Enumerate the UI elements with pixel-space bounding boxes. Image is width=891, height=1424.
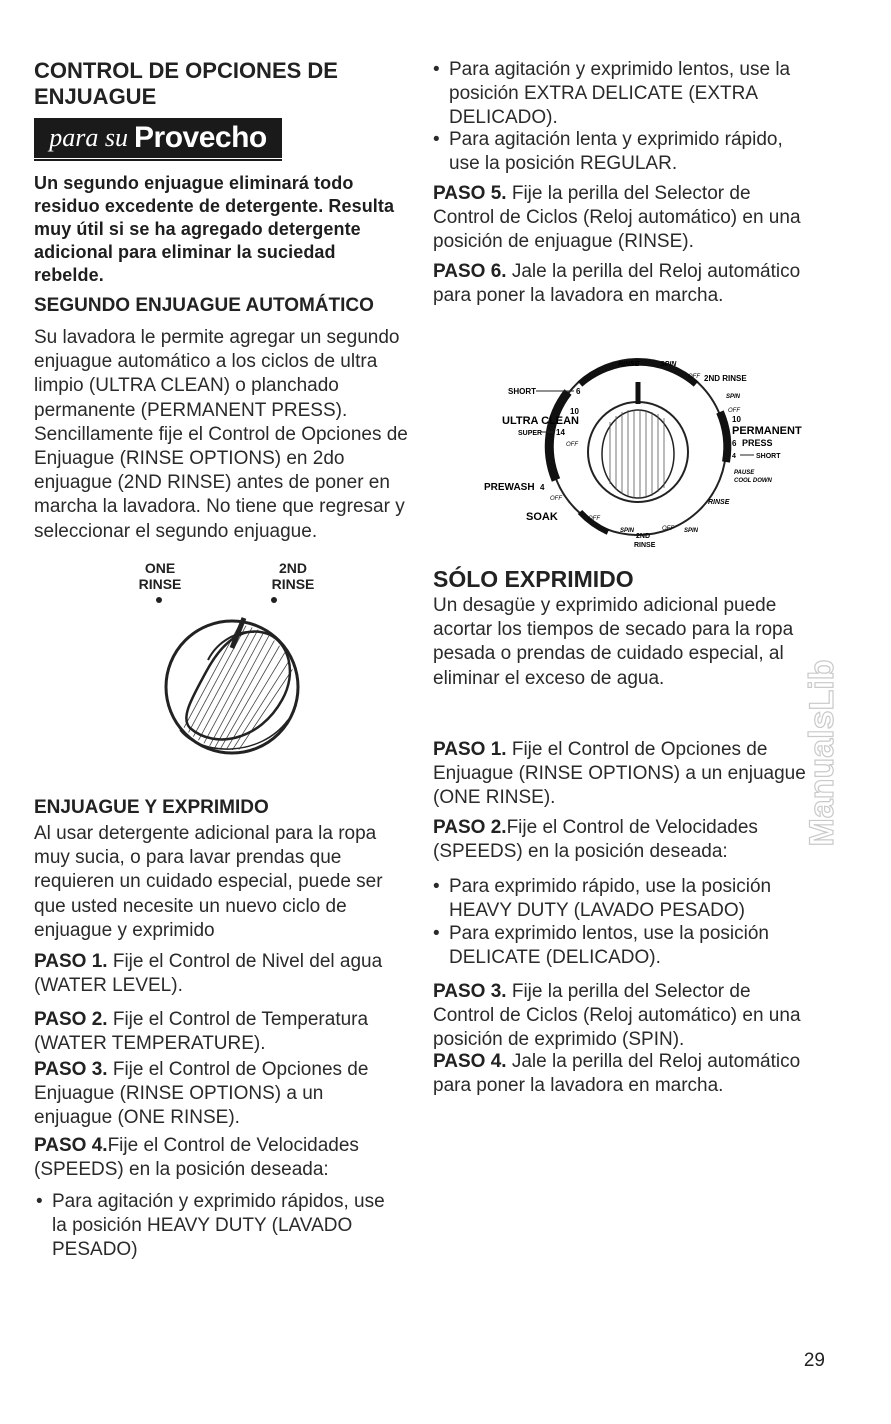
second-rinse-label-bottom: RINSE <box>271 576 315 592</box>
step-1-label: PASO 1. <box>34 951 108 972</box>
step-6-label: PASO 6. <box>433 261 507 282</box>
timer-off-bottom: OFF <box>662 526 674 532</box>
spin-step-1 <box>433 738 808 811</box>
rinse-dial-knob <box>120 560 340 786</box>
timer-off-right: OFF <box>728 408 740 414</box>
timer-rinse-right: RINSE <box>708 499 730 506</box>
tip-badge-strong: Provecho <box>134 121 267 154</box>
timer-4-right: 4 <box>732 453 736 460</box>
bullet-dot: • <box>433 129 440 150</box>
timer-6-right: 6 <box>732 439 737 448</box>
spin-step-4-text: Jale la perilla del Reloj automático para poner la lavadora en marcha. <box>433 1051 801 1097</box>
bullet-heavy-duty-text: Para agitación y exprimido rápidos, use la posición HEAVY DUTY (LAVADO PESADO) <box>52 1191 385 1261</box>
step-1-text: Fije el Control de Nivel del agua (WATER LEVEL). <box>34 951 383 997</box>
step-5-label: PASO 5. <box>433 183 507 204</box>
step-6 <box>433 260 803 308</box>
timer-super: SUPER <box>518 430 543 437</box>
spin-only-paragraph: Un desagüe y exprimido adicional puede acortar los tiempos de secado para la ropa pesada o prendas de cuidado especial, al eliminar el exceso de agua. <box>433 595 794 689</box>
watermark-logo <box>803 648 854 858</box>
second-rinse-label-top: 2ND <box>278 560 307 576</box>
timer-spin-right: SPIN <box>726 394 741 400</box>
timer-press: PRESS <box>742 438 773 448</box>
spin-step-1-label: PASO 1. <box>433 739 507 760</box>
one-rinse-label-top: ONE <box>144 560 176 576</box>
bullet-spin-heavy-duty <box>433 875 809 923</box>
spin-step-2-text: Fije el Control de Velocidades (SPEEDS) en la posición deseada: <box>433 817 758 863</box>
timer-off-1: OFF <box>688 374 700 380</box>
one-rinse-label-bottom: RINSE <box>138 576 182 592</box>
step-2-text: Fije el Control de Temperatura (WATER TEMPERATURE). <box>34 1009 369 1055</box>
timer-short-right: SHORT <box>756 453 781 460</box>
rinse-and-spin-paragraph: Al usar detergente adicional para la ropa muy sucia, o para lavar prendas que requieren un cuidado especial, puede ser que usted necesite un nuevo ciclo de enjuague y exprimido <box>34 823 383 941</box>
step-4 <box>34 1134 414 1182</box>
timer-spin-bottom-2: SPIN <box>684 528 699 534</box>
spin-step-3-text: Fije la perilla del Selector de Control de Ciclos (Reloj automático) en una posición de exprimido (SPIN). <box>433 981 801 1051</box>
tip-divider <box>34 159 282 161</box>
timer-ultra-clean: ULTRA CLEAN <box>502 415 579 427</box>
spin-step-4 <box>433 1050 803 1098</box>
watermark-text: ManualsLib <box>803 659 841 847</box>
step-3 <box>34 1058 404 1131</box>
step-3-text: Fije el Control de Opciones de Enjuague (RINSE OPTIONS) a un enjuague (ONE RINSE). <box>34 1059 369 1129</box>
step-5-text: Fije la perilla del Selector de Control de Ciclos (Reloj automático) en una posición de enjuague (RINSE). <box>433 183 801 253</box>
timer-cool-down: COOL DOWN <box>734 478 772 484</box>
timer-soak: SOAK <box>526 511 558 523</box>
bullet-extra-delicate-text: Para agitación y exprimido lentos, use la posición EXTRA DELICATE (EXTRA DELICADO). <box>449 59 791 129</box>
timer-off-prewash: OFF <box>550 496 562 502</box>
bullet-spin-delicate-text: Para exprimido lentos, use la posición DELICATE (DELICADO). <box>449 923 770 969</box>
timer-14: 14 <box>556 428 565 437</box>
step-2-label: PASO 2. <box>34 1009 108 1030</box>
spin-step-2-label: PASO 2. <box>433 817 507 838</box>
tip-text: Un segundo enjuague eliminará todo residuo excedente de detergente. Resulta muy útil si se ha agregado detergente adicional para eliminar la suciedad rebelde. <box>34 173 395 285</box>
timer-10-left: 10 <box>570 407 579 416</box>
spin-only-heading: SÓLO EXPRIMIDO <box>433 566 634 592</box>
bullet-dot: • <box>433 923 440 944</box>
timer-rinse-bottom: RINSE <box>634 542 656 549</box>
timer-2nd: 2ND <box>636 533 651 540</box>
timer-permanent: PERMANENT <box>732 425 802 437</box>
rinse-and-spin-heading: ENJUAGUE Y EXPRIMIDO <box>34 797 269 818</box>
tip-badge <box>34 118 282 158</box>
timer-short-left: SHORT <box>508 387 536 396</box>
tip-badge-italic: para su <box>49 123 129 152</box>
timer-spin-top: SPIN <box>660 361 677 368</box>
timer-10-right: 10 <box>732 415 741 424</box>
auto-second-rinse-paragraph: Su lavadora le permite agregar un segundo enjuague automático a los ciclos de ultra limpio (ULTRA CLEAN) o planchado permanente (PERMANENT PRESS). Sencillamente fije el Control de Opciones de Enjuague (RINSE OPTIONS) en 2do enjuague (2ND RINSE) antes de poner en marcha la lavadora. No tiene que regresar y seleccionar el segundo enjuague. <box>34 327 408 542</box>
bullet-heavy-duty <box>36 1190 392 1263</box>
page-number: 29 <box>803 1350 825 1371</box>
timer-off-left: OFF <box>566 442 578 448</box>
spin-step-4-label: PASO 4. <box>433 1051 507 1072</box>
step-4-text: Fije el Control de Velocidades (SPEEDS) en la posición deseada: <box>34 1135 359 1181</box>
spin-step-2 <box>433 816 803 864</box>
timer-rinse-top: RINSE <box>618 361 640 368</box>
step-4-label: PASO 4. <box>34 1135 108 1156</box>
timer-2nd-rinse: 2ND RINSE <box>704 374 747 383</box>
bullet-spin-heavy-duty-text: Para exprimido rápido, use la posición HEAVY DUTY (LAVADO PESADO) <box>449 876 772 922</box>
timer-4-left: 4 <box>540 483 545 492</box>
timer-off-soak: OFF <box>588 516 600 522</box>
step-2 <box>34 1008 414 1056</box>
timer-spin-bottom-1: SPIN <box>620 528 635 534</box>
rinse-options-dial-figure <box>120 560 340 786</box>
timer-prewash: PREWASH <box>484 482 535 493</box>
bullet-spin-delicate <box>433 922 809 970</box>
bullet-dot: • <box>433 59 440 80</box>
timer-pause: PAUSE <box>734 470 755 476</box>
bullet-regular <box>433 128 809 176</box>
step-3-label: PASO 3. <box>34 1059 108 1080</box>
bullet-dot: • <box>433 876 440 897</box>
cycle-timer-dial <box>470 352 800 552</box>
timer-6: 6 <box>576 387 581 396</box>
bullet-extra-delicate <box>433 58 819 131</box>
bullet-dot: • <box>36 1191 43 1212</box>
auto-second-rinse-heading: SEGUNDO ENJUAGUE AUTOMÁTICO <box>34 295 374 316</box>
step-5 <box>433 182 803 255</box>
spin-step-1-text: Fije el Control de Opciones de Enjuague (RINSE OPTIONS) a un enjuague (ONE RINSE). <box>433 739 806 809</box>
step-1 <box>34 950 414 998</box>
spin-step-3 <box>433 980 803 1053</box>
rinse-options-heading: CONTROL DE OPCIONES DE ENJUAGUE <box>34 58 338 109</box>
bullet-regular-text: Para agitación lenta y exprimido rápido, use la posición REGULAR. <box>449 129 783 175</box>
spin-step-3-label: PASO 3. <box>433 981 507 1002</box>
step-6-text: Jale la perilla del Reloj automático para poner la lavadora en marcha. <box>433 261 801 307</box>
